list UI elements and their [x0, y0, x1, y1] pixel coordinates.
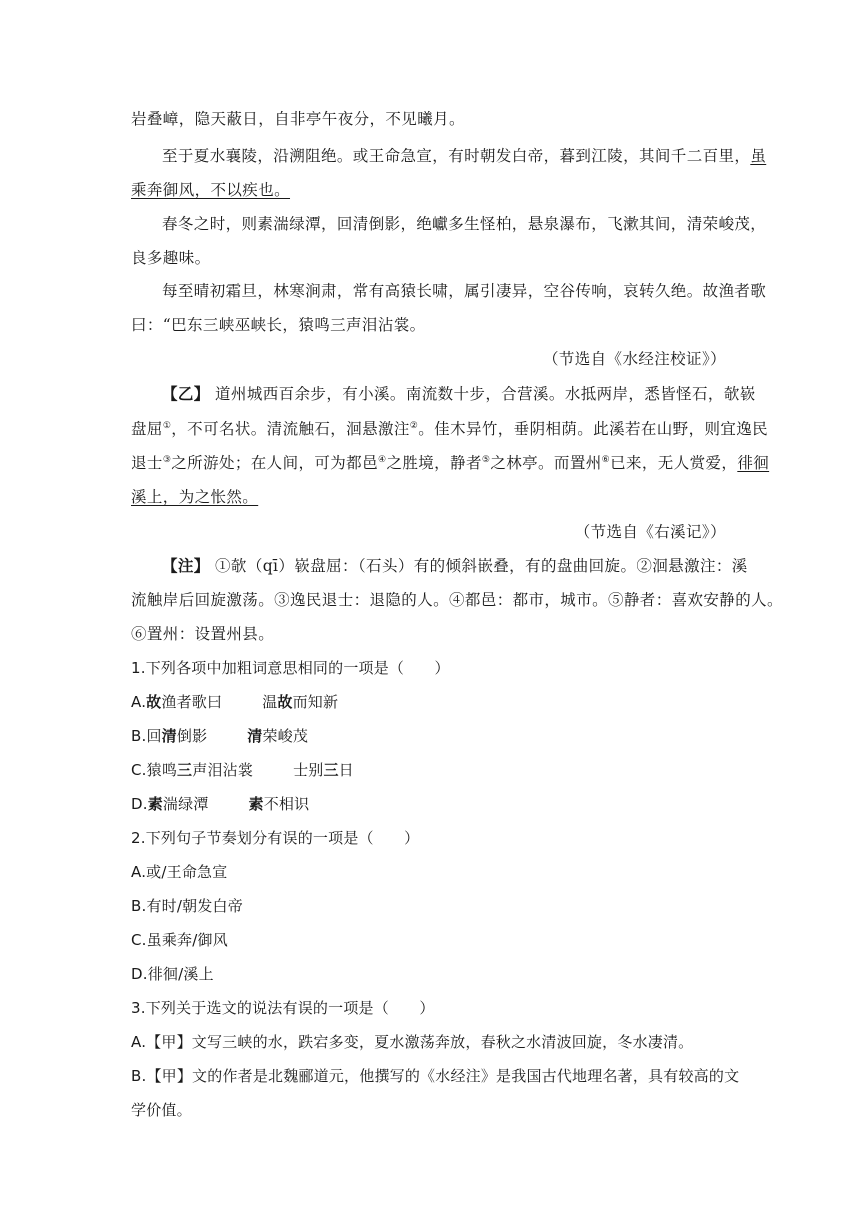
q2-option-c: C.虽乘奔/御风	[131, 931, 228, 949]
jia-paragraph-4-line-2: 曰：“巴东三峡巫峡长，猿鸣三声泪沾裳。	[131, 316, 426, 334]
q3-option-a: A.【甲】文写三峡的水，跌宕多变，夏水激荡奔放，春秋之水清波回旋，冬水凄清。	[131, 1033, 694, 1051]
yi-line-4: 溪上，为之怅然。	[131, 488, 259, 506]
q1-option-d: D.素湍绿潭 素不相识	[131, 795, 310, 813]
q1-option-a: A.故渔者歌曰 温故而知新	[131, 693, 339, 711]
yi-source: （节选自《右溪记》）	[574, 523, 726, 541]
jia-paragraph-3-line-1: 春冬之时，则素湍绿潭，回清倒影，绝巘多生怪柏，悬泉瀑布，飞漱其间，清荣峻茂，	[162, 215, 767, 233]
note-label: 【注】	[162, 556, 210, 575]
q2-option-a: A.或/王命急宣	[131, 863, 228, 881]
q2-option-b: B.有时/朝发白帝	[131, 897, 243, 915]
jia-paragraph-3-line-2: 良多趣味。	[131, 249, 211, 267]
jia-paragraph-1: 岩叠嶂，隐天蔽日，自非亭午夜分，不见曦月。	[131, 110, 465, 128]
q2-stem: 2.下列句子节奏划分有误的一项是（ ）	[131, 829, 420, 847]
jia-paragraph-4-line-1: 每至晴初霜旦，林寒涧肃，常有高猿长啸，属引凄异，空谷传响，哀转久绝。故渔者歌	[162, 282, 767, 300]
jia-source: （节选自《水经注校证》）	[542, 350, 726, 368]
note-line-2: 流触岸后回旋激荡。③逸民退士：退隐的人。④都邑：都市，城市。⑤静者：喜欢安静的人。	[131, 591, 783, 609]
yi-line-1: 【乙】 道州城西百余步，有小溪。南流数十步，合营溪。水抵两岸，悉皆怪石，欹嵚	[162, 384, 756, 403]
q1-option-b: B.回清倒影 清荣峻茂	[131, 727, 309, 745]
q3-option-b-line-2: 学价值。	[131, 1101, 192, 1119]
yi-line-2: 盘屈①，不可名状。清流触石，洄悬激注②。佳木异竹，垂阴相荫。此溪若在山野，则宜逸民	[131, 420, 769, 438]
jia-paragraph-2-line-1: 至于夏水襄陵，沿溯阻绝。或王命急宣，有时朝发白帝，暮到江陵，其间千二百里，虽	[162, 147, 767, 165]
q3-option-b-line-1: B.【甲】文的作者是北魏郦道元，他撰写的《水经注》是我国古代地理名著，具有较高的文	[131, 1067, 740, 1085]
yi-line-3: 退士③之所游处；在人间，可为都邑④之胜境，静者⑤之林亭。而置州⑥已来，无人赏爱，徘徊	[131, 454, 770, 472]
note-line-1: 【注】 ①欹（qī）嵚盘屈：（石头）有的倾斜嵌叠，有的盘曲回旋。②洄悬激注：溪	[162, 556, 748, 575]
yi-label: 【乙】	[162, 384, 210, 403]
jia-paragraph-2-line-2: 乘奔御风，不以疾也。	[131, 181, 291, 199]
q3-stem: 3.下列关于选文的说法有误的一项是（ ）	[131, 999, 435, 1017]
q1-stem: 1.下列各项中加粗词意思相同的一项是（ ）	[131, 659, 450, 677]
note-line-3: ⑥置州：设置州县。	[131, 625, 275, 643]
q1-option-c: C.猿鸣三声泪沾裳 士别三日	[131, 761, 354, 779]
q2-option-d: D.徘徊/溪上	[131, 965, 214, 983]
